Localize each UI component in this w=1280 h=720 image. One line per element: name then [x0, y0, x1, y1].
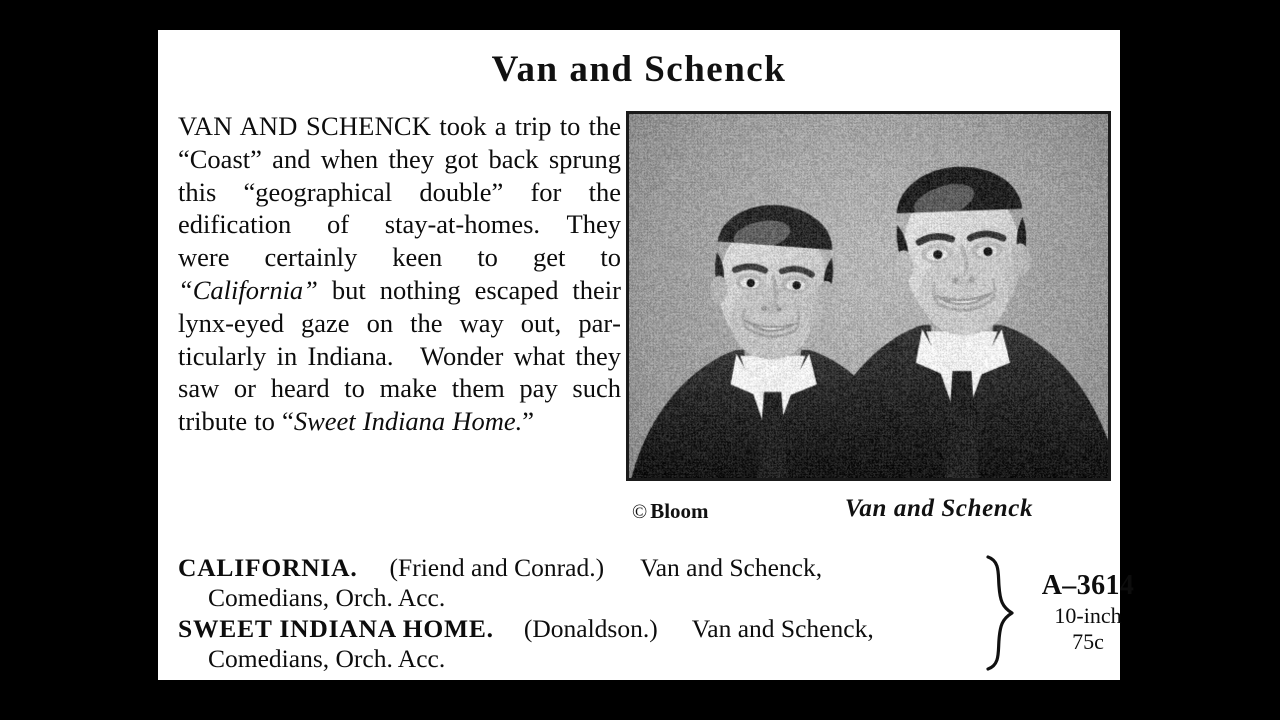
listing-entries: [178, 552, 998, 674]
page-title: Van and Schenck: [491, 49, 787, 90]
body-paragraph: VAN AND SCHENCK took a trip to the “Coast” and when they got back sprung this “geographical double” for the edification of stay-at-homes. They were certainly keen to get to “California” but nothing escaped their lynx-eyed gaze on the way out, particularly in Indiana. Wonder what they saw or heard to make them pay such tribute to “Sweet Indiana Home.”: [178, 111, 621, 437]
photo-credit: [632, 499, 709, 524]
list-item: [178, 613, 998, 674]
copyright-icon: ©: [632, 501, 648, 523]
advertisement-page: [158, 30, 1135, 680]
portrait-photograph: [629, 114, 1108, 478]
catalog-info: [1018, 570, 1158, 655]
record-subtitle: Comedians, Orch. Acc.: [208, 644, 446, 673]
record-subtitle: Comedians, Orch. Acc.: [208, 583, 446, 612]
record-artist: Van and Schenck,: [640, 553, 823, 582]
list-item: [178, 552, 998, 613]
record-listing: [178, 552, 1135, 673]
photo-frame: [626, 111, 1111, 481]
photo-credit-name: Bloom: [650, 499, 709, 523]
record-title: SWEET INDIANA HOME.: [178, 614, 494, 643]
record-artist: Van and Schenck,: [691, 614, 874, 643]
listing-entry-main: [178, 613, 998, 644]
record-composer: (Friend and Conrad.): [389, 553, 605, 582]
catalog-number: A–3614: [1041, 570, 1135, 601]
record-composer: (Donaldson.): [523, 614, 658, 643]
photo-caption-row: [626, 487, 1111, 535]
record-title: CALIFORNIA.: [178, 553, 358, 582]
photo-caption: Van and Schenck: [844, 495, 1034, 522]
catalog-price: 75c: [1072, 629, 1104, 654]
photo-block: [626, 111, 1114, 535]
body-text-column: [178, 110, 621, 438]
listing-entry-main: [178, 552, 998, 583]
catalog-size: 10-inch: [1054, 603, 1122, 628]
